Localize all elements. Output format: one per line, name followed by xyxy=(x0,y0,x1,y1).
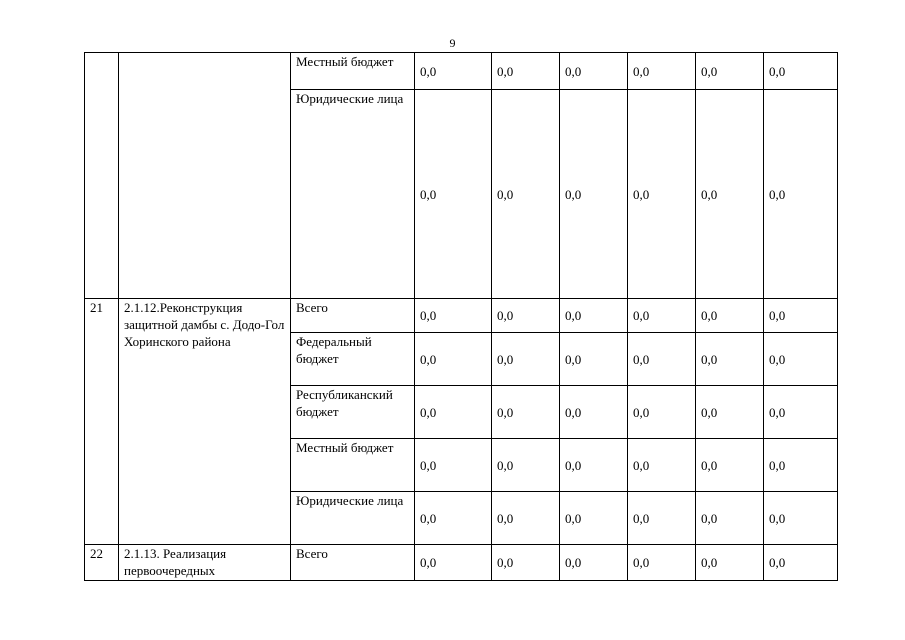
value-cell: 0,0 xyxy=(560,333,628,386)
value-cell: 0,0 xyxy=(696,333,764,386)
funding-source-cell: Юридические лица xyxy=(291,90,415,299)
value-cell: 0,0 xyxy=(628,492,696,545)
value-cell: 0,0 xyxy=(764,492,838,545)
value-cell: 0,0 xyxy=(415,53,492,90)
value-cell: 0,0 xyxy=(560,492,628,545)
funding-source-cell: Юридические лица xyxy=(291,492,415,545)
value-cell: 0,0 xyxy=(764,333,838,386)
value-cell: 0,0 xyxy=(696,90,764,299)
value-cell: 0,0 xyxy=(492,386,560,439)
table-row xyxy=(85,53,838,90)
value-cell: 0,0 xyxy=(492,53,560,90)
value-cell: 0,0 xyxy=(628,333,696,386)
value-cell: 0,0 xyxy=(492,492,560,545)
funding-source-cell: Местный бюджет xyxy=(291,53,415,90)
value-cell: 0,0 xyxy=(415,299,492,333)
table-row xyxy=(85,545,838,581)
funding-source-cell: Всего xyxy=(291,299,415,333)
funding-source-cell: Республиканский бюджет xyxy=(291,386,415,439)
value-cell: 0,0 xyxy=(560,439,628,492)
activity-name-cell: 2.1.12.Реконструкция защитной дамбы с. Додо-Гол Хоринского района xyxy=(119,299,291,545)
value-cell: 0,0 xyxy=(764,386,838,439)
page-number: 9 xyxy=(449,36,456,50)
value-cell: 0,0 xyxy=(628,53,696,90)
value-cell: 0,0 xyxy=(415,545,492,581)
value-cell: 0,0 xyxy=(560,545,628,581)
value-cell: 0,0 xyxy=(492,545,560,581)
value-cell: 0,0 xyxy=(415,386,492,439)
value-cell: 0,0 xyxy=(696,386,764,439)
row-number-cell: 22 xyxy=(85,545,119,581)
table-row xyxy=(85,299,838,333)
value-cell: 0,0 xyxy=(764,545,838,581)
value-cell: 0,0 xyxy=(415,439,492,492)
value-cell: 0,0 xyxy=(628,299,696,333)
value-cell: 0,0 xyxy=(415,90,492,299)
value-cell: 0,0 xyxy=(415,492,492,545)
value-cell: 0,0 xyxy=(628,545,696,581)
value-cell: 0,0 xyxy=(560,299,628,333)
value-cell: 0,0 xyxy=(560,90,628,299)
value-cell: 0,0 xyxy=(560,386,628,439)
value-cell: 0,0 xyxy=(696,545,764,581)
value-cell: 0,0 xyxy=(764,299,838,333)
funding-source-cell: Федеральный бюджет xyxy=(291,333,415,386)
value-cell: 0,0 xyxy=(696,53,764,90)
value-cell: 0,0 xyxy=(696,299,764,333)
value-cell: 0,0 xyxy=(764,439,838,492)
financing-table xyxy=(84,52,838,581)
row-number-cell: 21 xyxy=(85,299,119,545)
value-cell: 0,0 xyxy=(492,90,560,299)
value-cell: 0,0 xyxy=(560,53,628,90)
row-number-cell xyxy=(85,53,119,299)
value-cell: 0,0 xyxy=(415,333,492,386)
value-cell: 0,0 xyxy=(492,299,560,333)
value-cell: 0,0 xyxy=(764,90,838,299)
value-cell: 0,0 xyxy=(492,333,560,386)
funding-source-cell: Местный бюджет xyxy=(291,439,415,492)
value-cell: 0,0 xyxy=(628,90,696,299)
value-cell: 0,0 xyxy=(764,53,838,90)
value-cell: 0,0 xyxy=(492,439,560,492)
activity-name-cell: 2.1.13. Реализация первоочередных xyxy=(119,545,291,581)
value-cell: 0,0 xyxy=(628,386,696,439)
activity-name-cell xyxy=(119,53,291,299)
funding-source-cell: Всего xyxy=(291,545,415,581)
value-cell: 0,0 xyxy=(696,439,764,492)
value-cell: 0,0 xyxy=(628,439,696,492)
value-cell: 0,0 xyxy=(696,492,764,545)
